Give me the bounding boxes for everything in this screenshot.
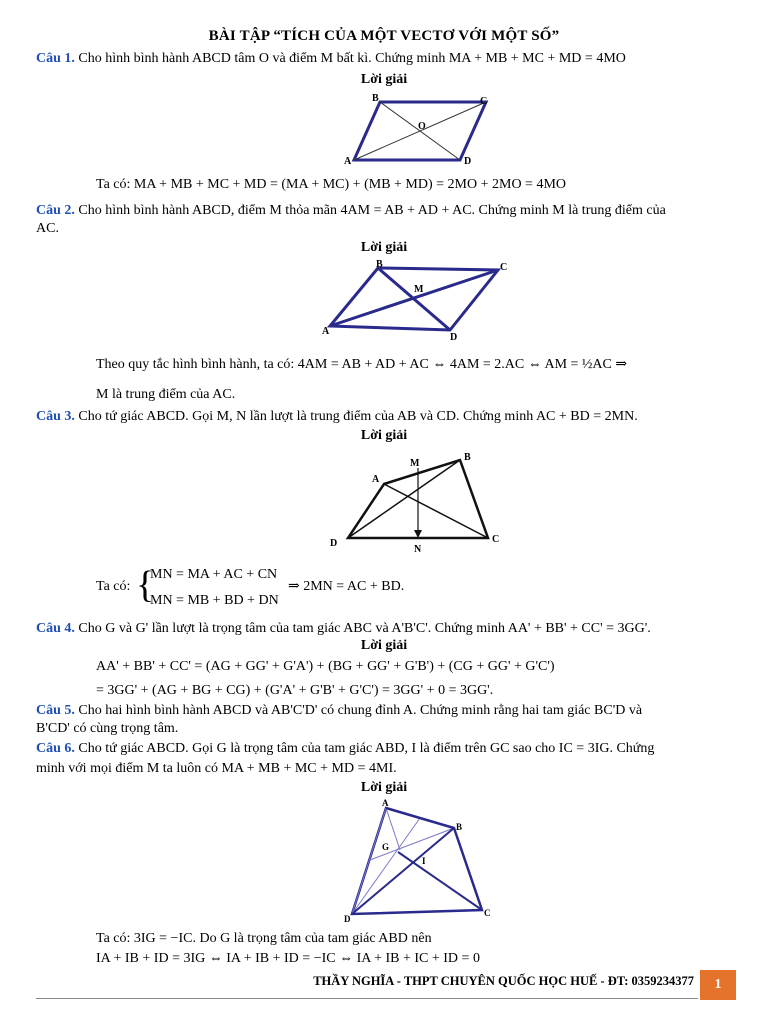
fig1-label-o: O <box>418 121 426 132</box>
page-number-badge: 1 <box>700 970 736 1000</box>
figure-parallelogram-2 <box>318 258 518 342</box>
system-brace: { <box>136 564 155 606</box>
figure-quadrilateral-3 <box>328 452 508 556</box>
fig1-label-a: A <box>344 156 352 167</box>
page-title: BÀI TẬP “TÍCH CỦA MỘT VECTƠ VỚI MỘT SỐ” <box>208 28 560 44</box>
fig2-label-m: M <box>414 284 424 295</box>
solution-3-eq2: MN = MB + BD + DN <box>150 593 279 608</box>
fig6-label-i: I <box>422 856 426 866</box>
fig3-label-m: M <box>410 458 420 469</box>
footer-divider <box>36 998 698 999</box>
question-5 <box>36 702 736 720</box>
question-6-text-line2: minh với mọi điểm M ta luôn có MA + MB + MC + MD = 4MI. <box>36 761 397 776</box>
question-3 <box>36 408 736 426</box>
question-3-number: Câu 3. <box>36 409 75 424</box>
fig2-label-c: C <box>500 262 508 273</box>
fig1-label-d: D <box>464 156 472 167</box>
question-5-text: Cho hai hình bình hành ABCD và AB'C'D' có chung đỉnh A. Chứng minh rằng hai tam giác BC'D và <box>78 703 643 718</box>
fig3-label-b: B <box>464 452 471 463</box>
question-3-text: Cho tứ giác ABCD. Gọi M, N lần lượt là trung điểm của AB và CD. Chứng minh AC + BD = 2MN. <box>78 409 638 424</box>
fig1-label-c: C <box>480 96 488 107</box>
question-4-text: Cho G và G' lần lượt là trọng tâm của tam giác ABC và A'B'C'. Chứng minh AA' + BB' + CC' = 3GG'. <box>78 621 651 636</box>
question-2 <box>36 202 736 220</box>
fig3-label-a: A <box>372 474 380 485</box>
question-6-number: Câu 6. <box>36 741 75 756</box>
solution-4-line2: = 3GG' + (AG + BG + CG) + (G'A' + G'B' + G'C') = 3GG' + 0 = 3GG'. <box>96 683 494 698</box>
fig6-label-b: B <box>456 822 463 832</box>
figure-quadrilateral-6 <box>340 798 500 924</box>
question-2-text: Cho hình bình hành ABCD, điểm M thỏa mãn 4AM = AB + AD + AC. Chứng minh M là trung điểm của <box>78 203 666 218</box>
question-4-number: Câu 4. <box>36 621 75 636</box>
question-5-number: Câu 5. <box>36 703 75 718</box>
solution-label-6: Lời giải <box>360 780 408 795</box>
solution-label-1: Lời giải <box>360 72 408 87</box>
fig2-label-b: B <box>376 259 383 270</box>
question-6-text: Cho tứ giác ABCD. Gọi G là trọng tâm của tam giác ABD, I là điểm trên GC sao cho IC = 3IG. Chứng <box>78 741 655 756</box>
fig6-label-a: A <box>382 798 389 808</box>
fig3-label-d: D <box>330 538 338 549</box>
question-1-text: Cho hình bình hành ABCD tâm O và điểm M bất kì. Chứng minh MA + MB + MC + MD = 4MO <box>78 51 626 66</box>
footer-text: THẦY NGHĨA - THPT CHUYÊN QUỐC HỌC HUẾ - ĐT: 0359234377 <box>313 974 694 988</box>
fig3-label-n: N <box>414 544 422 555</box>
solution-label-2: Lời giải <box>360 240 408 255</box>
fig6-label-d: D <box>344 914 351 924</box>
fig6-label-c: C <box>484 908 491 918</box>
fig2-label-a: A <box>322 326 330 337</box>
solution-6-line2: IA + IB + ID = 3IG ⇔ IA + IB + ID = −IC ⇔ IA + IB + IC + ID = 0 <box>96 951 480 966</box>
solution-2-line2: M là trung điểm của AC. <box>96 387 236 402</box>
solution-label-3: Lời giải <box>360 428 408 443</box>
solution-2-line1: Theo quy tắc hình bình hành, ta có: 4AM = AB + AD + AC ⇔ 4AM = 2.AC ⇔ AM = ½AC ⇒ <box>96 357 628 372</box>
solution-3-suffix: ⇒ 2MN = AC + BD. <box>288 579 405 594</box>
question-4 <box>36 620 736 638</box>
fig2-label-d: D <box>450 332 458 342</box>
figure-parallelogram-1 <box>340 92 500 168</box>
question-2-text-line2: AC. <box>36 221 59 236</box>
question-1-number: Câu 1. <box>36 51 75 66</box>
fig1-label-b: B <box>372 93 379 104</box>
fig3-label-c: C <box>492 534 500 545</box>
fig6-label-g: G <box>382 842 390 852</box>
solution-3-prefix: Ta có: <box>96 579 131 594</box>
question-6 <box>36 740 736 758</box>
solution-1: Ta có: MA + MB + MC + MD = (MA + MC) + (MB + MD) = 2MO + 2MO = 4MO <box>96 177 567 192</box>
question-2-number: Câu 2. <box>36 203 75 218</box>
solution-4-line1: AA' + BB' + CC' = (AG + GG' + G'A') + (BG + GG' + G'B') + (CG + GG' + G'C') <box>96 659 555 674</box>
solution-6-line1: Ta có: 3IG = −IC. Do G là trọng tâm của tam giác ABD nên <box>96 931 432 946</box>
solution-label-4: Lời giải <box>360 638 408 653</box>
question-1 <box>36 50 736 68</box>
solution-3-eq1: MN = MA + AC + CN <box>150 567 278 582</box>
question-5-text-line2: B'CD' có cùng trọng tâm. <box>36 721 179 736</box>
